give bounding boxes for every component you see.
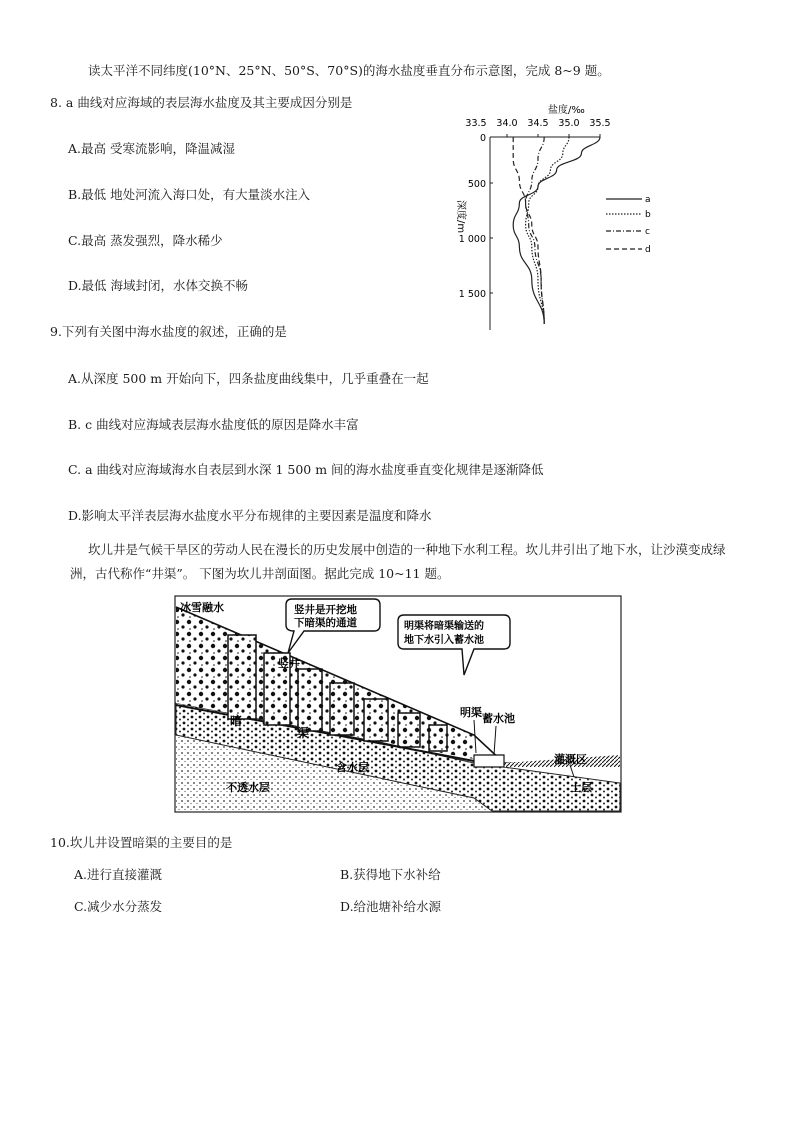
legend-label-a: a bbox=[645, 195, 651, 205]
label-irrigation: 灌溉区 bbox=[554, 753, 587, 766]
legend-label-b: b bbox=[645, 210, 651, 220]
pond bbox=[474, 755, 504, 767]
callout-channel-line2: 地下水引入蓄水池 bbox=[404, 635, 484, 646]
label-dark-right: 渠 bbox=[297, 726, 310, 740]
q8-option-a: A.最高 受寒流影响，降温减湿 bbox=[68, 141, 235, 156]
x-tick-label: 33.5 bbox=[465, 118, 487, 129]
label-impermeable: 不透水层 bbox=[226, 781, 270, 794]
x-tick-label: 35.5 bbox=[589, 118, 611, 129]
y-tick-label: 0 bbox=[479, 133, 486, 144]
shaft bbox=[364, 699, 388, 741]
q8-stem: 8. a 曲线对应海域的表层海水盐度及其主要成因分别是 bbox=[50, 95, 353, 110]
shaft bbox=[429, 725, 447, 751]
q9-option-a: A.从深度 500 m 开始向下，四条盐度曲线集中，几乎重叠在一起 bbox=[68, 371, 429, 386]
intro-8-9: 读太平洋不同纬度(10°N、25°N、50°S、70°S)的海水盐度垂直分布示意图，完成 8~9 题。 bbox=[88, 63, 610, 78]
q10-option-d: D.给池塘补给水源 bbox=[340, 899, 442, 914]
chart-x-axis-label: 盐度/‰ bbox=[548, 105, 585, 116]
q8-option-b: B.最低 地处河流入海口处，有大量淡水注入 bbox=[68, 187, 311, 202]
callout-shaft-line2: 下暗渠的通道 bbox=[294, 617, 357, 629]
shaft bbox=[298, 669, 322, 731]
chart-y-axis-label: 深度/m bbox=[455, 200, 466, 234]
legend-label-d: d bbox=[645, 245, 651, 255]
shaft bbox=[398, 713, 420, 747]
label-dark-left: 暗 bbox=[230, 714, 243, 728]
q10-option-b: B.获得地下水补给 bbox=[340, 867, 441, 882]
intro-10-11: 坎儿井是气候干旱区的劳动人民在漫长的历史发展中创造的一种地下水利工程。坎儿井引出了地下水，让沙漠变成绿洲，古代称作“井渠”。 下图为坎儿井剖面图。据此完成 10~11 题。 bbox=[70, 542, 726, 581]
q8-option-d: D.最低 海域封闭，水体交换不畅 bbox=[68, 278, 249, 293]
callout-shaft-line1: 竖井是开挖地 bbox=[294, 604, 357, 616]
legend-label-c: c bbox=[645, 227, 650, 237]
label-pond: 蓄水池 bbox=[482, 712, 515, 725]
x-tick-label: 34.5 bbox=[527, 118, 549, 129]
q10-option-c: C.减少水分蒸发 bbox=[74, 899, 163, 914]
label-snowmelt: 冰雪融水 bbox=[180, 601, 224, 614]
label-soil: 土层 bbox=[570, 781, 592, 794]
x-tick-label: 35.0 bbox=[558, 118, 580, 129]
y-tick-label: 500 bbox=[467, 179, 486, 190]
q8-option-c: C.最高 蒸发强烈，降水稀少 bbox=[68, 233, 223, 248]
q10-option-a: A.进行直接灌溉 bbox=[74, 867, 163, 882]
x-tick-label: 34.0 bbox=[496, 118, 518, 129]
karez-diagram bbox=[174, 595, 622, 813]
q9-option-d: D.影响太平洋表层海水盐度水平分布规律的主要因素是温度和降水 bbox=[68, 508, 432, 523]
q9-stem: 9.下列有关图中海水盐度的叙述，正确的是 bbox=[50, 324, 287, 339]
label-open-channel: 明渠 bbox=[460, 706, 482, 719]
shaft bbox=[228, 635, 256, 719]
label-shaft: 竖井 bbox=[278, 657, 300, 670]
q10-stem: 10.坎儿井设置暗渠的主要目的是 bbox=[50, 835, 233, 850]
shaft bbox=[330, 683, 354, 735]
salinity-curve-d bbox=[513, 137, 544, 324]
q9-option-c: C. a 曲线对应海域海水自表层到水深 1 500 m 间的海水盐度垂直变化规律是逐渐降低 bbox=[68, 462, 544, 477]
y-tick-label: 1 500 bbox=[458, 289, 486, 300]
salinity-chart bbox=[430, 100, 670, 345]
label-aquifer: 含水层 bbox=[336, 761, 369, 774]
callout-channel-line1: 明渠将暗渠输送的 bbox=[404, 621, 484, 632]
q9-option-b: B. c 曲线对应海域表层海水盐度低的原因是降水丰富 bbox=[68, 417, 359, 432]
y-tick-label: 1 000 bbox=[458, 234, 486, 245]
